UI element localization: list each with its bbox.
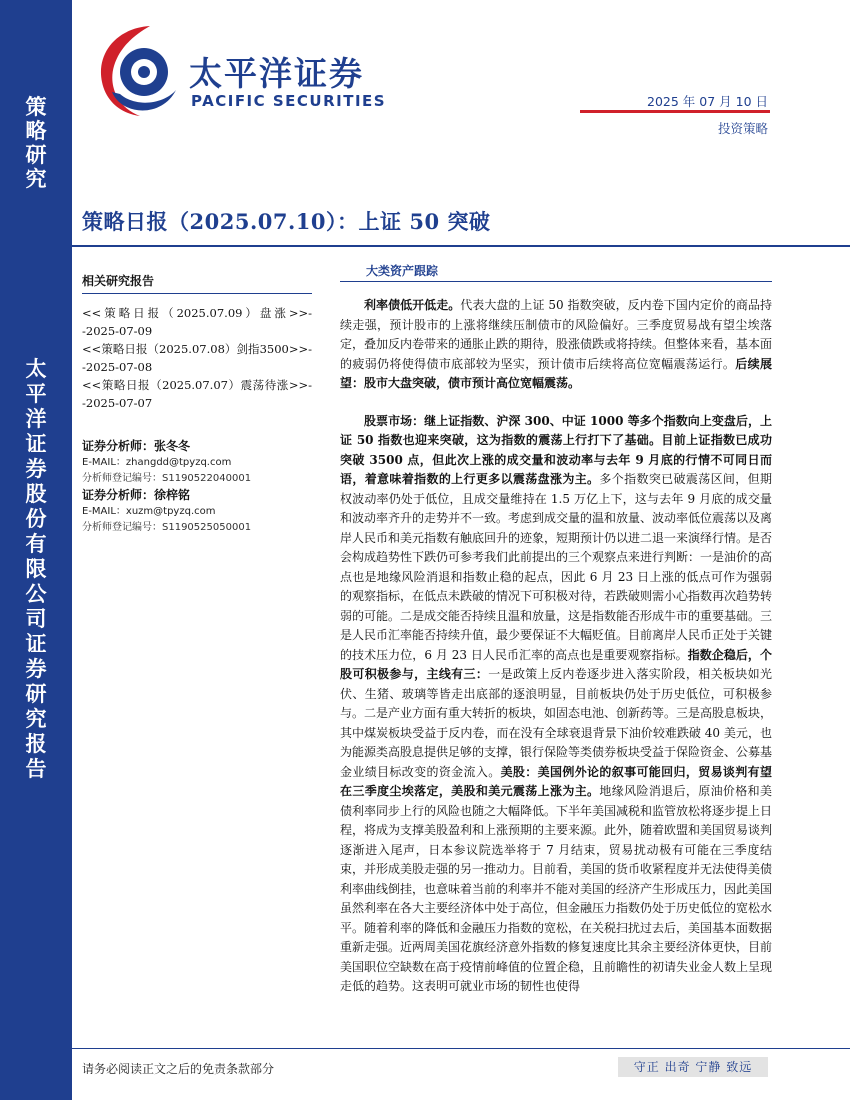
related-report-link[interactable]: <<策略日报（2025.07.07）震荡待涨>>--2025-07-07 xyxy=(82,378,312,410)
logo-name-en: PACIFIC SECURITIES xyxy=(191,92,387,110)
related-report-link[interactable]: <<策略日报（2025.07.09）盘涨>>--2025-07-09 xyxy=(82,306,312,338)
section-heading: 大类资产跟踪 xyxy=(366,264,439,278)
us-stocks-lead: 美股：美国例外论的叙事可能回归，贸易谈判有望在三季度尘埃落定，美股和美元震荡上涨为主。 xyxy=(340,764,772,798)
equities-mainlines-lead: 指数企稳后，个股可积极参与，主线有三： xyxy=(340,647,772,681)
analyst-list xyxy=(82,438,312,536)
analyst-name: 证券分析师：徐梓铭 xyxy=(82,488,191,502)
related-reports-heading: 相关研究报告 xyxy=(82,274,155,288)
analyst-registration: 分析师登记编号：S1190522040001 xyxy=(82,473,252,484)
footer-divider xyxy=(72,1048,850,1049)
equities-mainlines-text: 一是政策上反内卷逐步进入落实阶段，相关板块如光伏、生猪、玻璃等皆走出底部的逐浪明显，目前板块仍处于历史低位，可积极参与。二是产业方面有重大转折的板块，如固态电池、创新药等。三是高股息板块，其中煤炭板块受益于反内卷，而在没有全球衰退背景下油价较难跌破 40 美元，也为能源类高股息提供足够的支撑，银行保险等类债券板块受益于保险资金、公募基金业绩目标改变的资金流入。 xyxy=(340,667,773,779)
report-title: 策略日报（2025.07.10）：上证 50 突破 xyxy=(82,209,491,234)
company-logo xyxy=(92,20,392,130)
logo-name-cn: 太平洋证券 xyxy=(189,54,364,93)
equities-lead: 股票市场：继上证指数、沪深 300、中证 1000 等多个指数向上变盘后，上证 50 指数也迎来突破，这为指数的震荡上行打下了基础。目前上证指数已成功突破 3500 点，但此次上涨的成交量和波动率与去年 9 月底的行情不可同日而语，着意味着指数的上行更多以震荡盘涨为主。 xyxy=(340,413,772,486)
paragraph-equities xyxy=(340,412,772,997)
main-body xyxy=(340,262,772,1015)
paragraph-bonds xyxy=(340,296,772,394)
report-type: 投资策略 xyxy=(717,121,768,136)
footer-disclaimer: 请务必阅读正文之后的免责条款部分 xyxy=(82,1062,275,1076)
related-report-link[interactable]: <<策略日报（2025.07.08）剑指3500>>--2025-07-08 xyxy=(82,342,312,374)
us-stocks-text: 地缘风险消退后，原油价格和美债利率同步上行的风险也随之大幅降低。下半年美国减税和监管放松将逐步提上日程，将成为支撑美股盈利和上涨预期的主要来源。此外，随着欧盟和美国贸易谈判逐渐进入尾声，日本参议院选举将于 7 月结束，贸易扰动极有可能在三季度结束，并形成美股走强的另一推动力。目前看，美国的货币收紧程度并无法使得美债利率曲线倒挂，也意味着当前的利率并不能对美国的经济产生形成压力，因此美国虽然利率在各大主要经济体中处于高位，但金融压力指数仍处于历史低位的宽松水平。随着利率的降低和金融压力指数的宽松，在关税扫扰过去后，美国基本面数据重新走强。近两周美国花旗经济意外指数的修复速度比其余主要经济体更快，目前美国职位空缺数在高于疫情前峰值的位置企稳，且前瞻性的初请失业金人数上呈现走低的趋势。这表明可就业市场的韧性也使得 xyxy=(340,784,773,993)
bonds-lead: 利率债低开低走。 xyxy=(364,298,461,312)
analyst-email[interactable]: E-MAIL：xuzm@tpyzq.com xyxy=(82,506,216,517)
left-sidebar xyxy=(0,0,72,1100)
equities-text: 多个指数突已破震荡区间，但期权波动率仍处于低位，且成交量维持在 1.5 万亿上下，这与去年 9 月底的成交量和波动率齐升的走势并不一致。考虑到成交量的温和放量、波动率低位震荡以及离岸人民币和美元指数有触底回升的迹象，短期预计仍以进二退一来演绎行情。是否会构成趋势性下跌仍可参考我们此前提出的三个观察点来进行判断：一是油价的高点也是地缘风险消退和指数止稳的起点，因此 6 月 23 日上涨的低点可作为强弱的观察指标，在低点未跌破的情况下可积极对待，若跌破则需小心指数再次趋势转弱的可能。二是成交能否持续且温和放量，这是指数能否形成牛市的重要基础。三是人民币汇率能否持续升值，最少要保证不大幅贬值。目前离岸人民币正处于关键的技术压力位，6 月 23 日人民币汇率的高点也是重要观察指标。 xyxy=(340,472,773,662)
sidebar-category-label: 策略研究 xyxy=(25,95,47,191)
header-accent-line xyxy=(580,110,770,113)
title-divider xyxy=(72,245,850,247)
footer-motto: 守正 出奇 宁静 致远 xyxy=(618,1057,768,1077)
bonds-text: 代表大盘的上证 50 指数突破，反内卷下国内定价的商品持续走强，预计股市的上涨将继续压制债市的风险偏好。三季度贸易战有望尘埃落定，叠加反内卷带来的通胀止跌的期待，股涨债跌或将持续。但整体来看，基本面的疲弱仍将使得债市底部较为坚实，预计债市后续将高位宽幅震荡运行。 xyxy=(340,298,773,371)
analyst-registration: 分析师登记编号：S1190525050001 xyxy=(82,522,252,533)
related-reports-divider xyxy=(82,293,312,294)
sidebar-company-label: 太平洋证券股份有限公司证券研究报告 xyxy=(25,357,47,781)
analyst-email[interactable]: E-MAIL：zhangdd@tpyzq.com xyxy=(82,457,232,468)
report-date: 2025 年 07 月 10 日 xyxy=(647,94,768,109)
section-divider xyxy=(340,281,772,282)
bonds-outlook: 后续展望：股市大盘突破，债市预计高位宽幅震荡。 xyxy=(340,356,772,390)
analyst-name: 证券分析师：张冬冬 xyxy=(82,439,191,453)
left-info-column xyxy=(82,272,312,536)
logo-emblem-icon xyxy=(92,20,188,120)
